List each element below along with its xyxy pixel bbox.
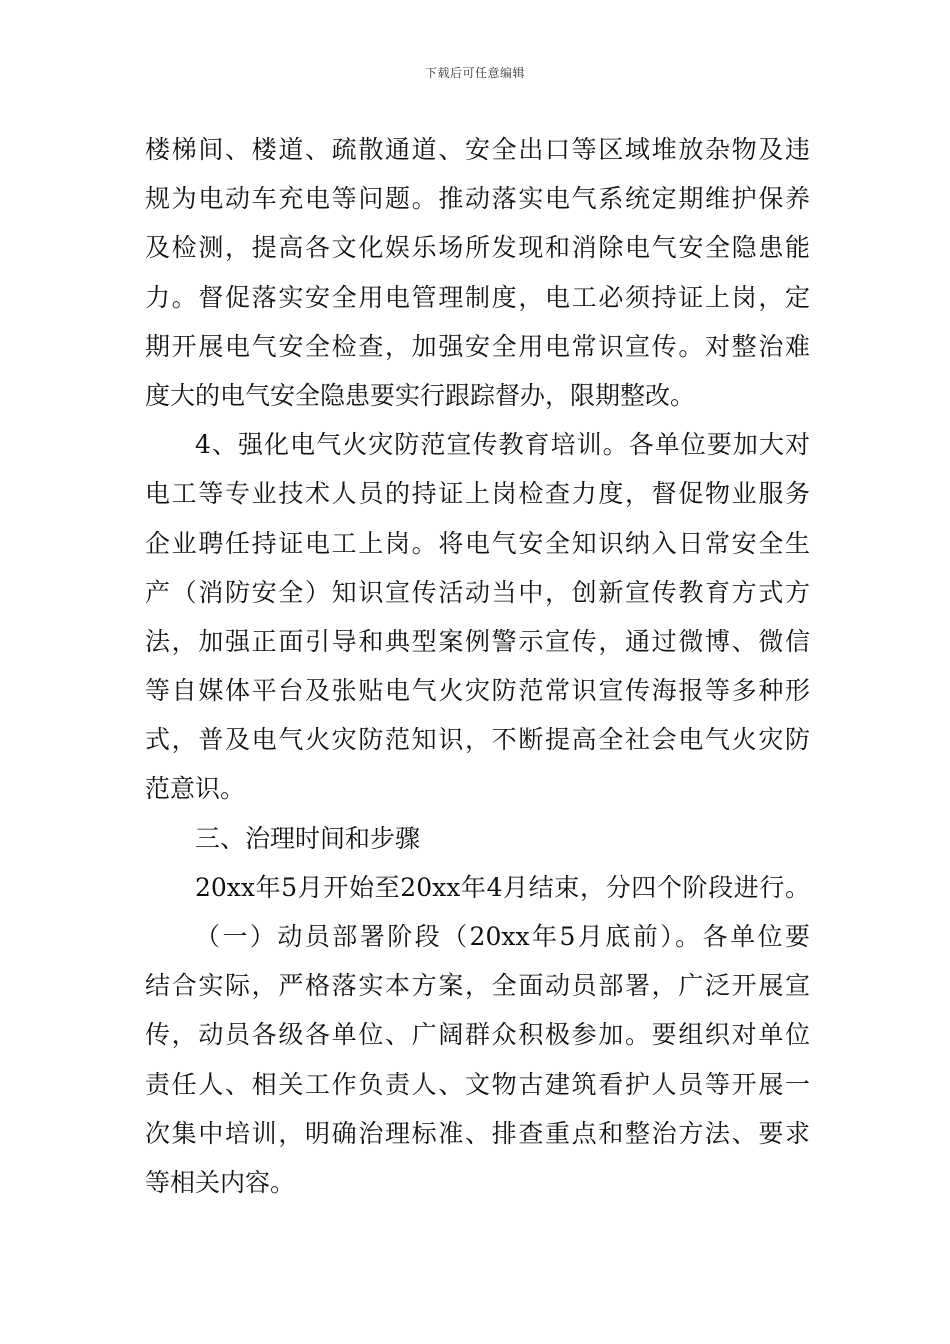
text-line: 传，动员各级各单位、广阔群众积极参加。要组织对单位 xyxy=(145,1020,810,1050)
text-line: 20xx年5月开始至20xx年4月结束，分四个阶段进行。 xyxy=(195,872,810,902)
text-line: 及检测，提高各文化娱乐场所发现和消除电气安全隐患能 xyxy=(145,233,810,263)
paragraph xyxy=(145,868,810,917)
text-line: 期开展电气安全检查，加强安全用电常识宣传。对整治难 xyxy=(145,331,810,361)
text-line: 楼梯间、楼道、疏散通道、安全出口等区域堆放杂物及违 xyxy=(145,135,810,164)
section-heading xyxy=(145,819,810,868)
text-line: 企业聘任持证电工上岗。将电气安全知识纳入日常安全生 xyxy=(145,528,810,558)
text-line: 度大的电气安全隐患要实行跟踪督办，限期整改。 xyxy=(145,380,696,410)
text-line: （一）动员部署阶段（20xx年5月底前）。各单位要 xyxy=(195,922,810,951)
text-line: 等相关内容。 xyxy=(145,1167,296,1197)
text-line: 电工等专业技术人员的持证上岗检查力度，督促物业服务 xyxy=(145,479,810,509)
text-line: 产（消防安全）知识宣传活动当中，创新宣传教育方式方 xyxy=(145,577,810,607)
text-line: 法，加强正面引导和典型案例警示宣传，通过微博、微信 xyxy=(145,626,810,656)
text-line: 责任人、相关工作负责人、文物古建筑看护人员等开展一 xyxy=(145,1069,810,1099)
text-line: 三、治理时间和步骤 xyxy=(195,823,421,853)
text-line: 4、强化电气火灾防范宣传教育培训。各单位要加大对 xyxy=(195,430,810,460)
text-line: 规为电动车充电等问题。推动落实电气系统定期维护保养 xyxy=(145,184,810,214)
paragraph xyxy=(145,425,810,819)
text-line: 次集中培训，明确治理标准、排查重点和整治方法、要求 xyxy=(145,1118,810,1148)
text-line: 式，普及电气火灾防范知识，不断提高全社会电气火灾防 xyxy=(145,725,810,755)
text-line: 范意识。 xyxy=(145,774,246,804)
paragraph xyxy=(145,917,810,1212)
text-line: 力。督促落实安全用电管理制度，电工必须持证上岗，定 xyxy=(145,282,810,312)
document-body xyxy=(145,130,810,1212)
page-header: 下载后可任意编辑 xyxy=(424,66,525,80)
text-line: 等自媒体平台及张贴电气火灾防范常识宣传海报等多种形 xyxy=(145,676,810,706)
paragraph xyxy=(145,130,810,425)
text-line: 结合实际，严格落实本方案，全面动员部署，广泛开展宣 xyxy=(145,971,810,1001)
